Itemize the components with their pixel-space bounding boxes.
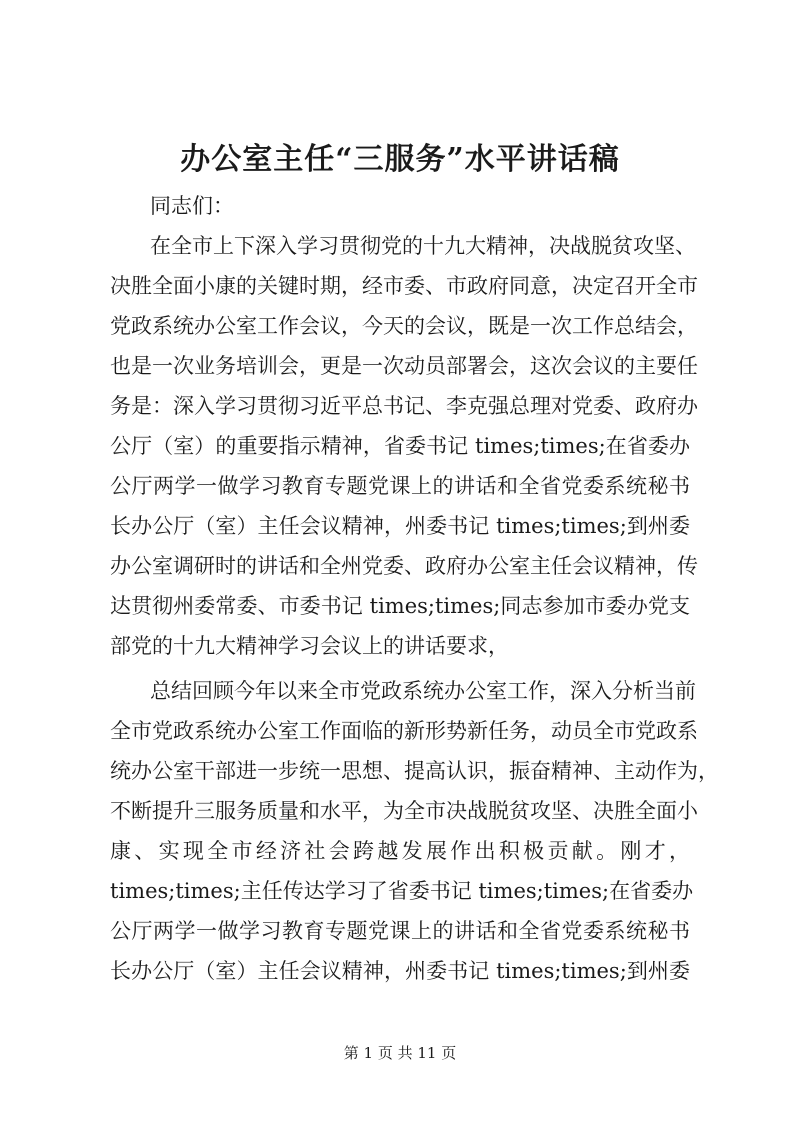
paragraph-1-line: 党政系统办公室工作会议，今天的会议，既是一次工作总结会， [110, 314, 698, 338]
paragraph-2-line: 公厅两学一做学习教育专题党课上的讲话和全省党委系统秘书 [110, 919, 690, 943]
paragraph-2-line: times;times;主任传达学习了省委书记 times;times;在省委办 [110, 879, 694, 903]
paragraph-1-line: 部党的十九大精神学习会议上的讲话要求， [110, 634, 509, 658]
document-title: 办公室主任“三服务”水平讲话稿 [180, 142, 620, 177]
paragraph-1-line: 长办公厅（室）主任会议精神，州委书记 times;times;到州委 [110, 514, 690, 538]
paragraph-2-line: 统办公室干部进一步统一思想、提高认识，振奋精神、主动作为， [110, 759, 719, 783]
paragraph-1-line: 公厅两学一做学习教育专题党课上的讲话和全省党委系统秘书 [110, 474, 690, 498]
page-number-footer: 第 1 页 共 11 页 [343, 1044, 457, 1062]
paragraph-1-line: 在全市上下深入学习贯彻党的十九大精神，决战脱贫攻坚、 [150, 234, 696, 258]
paragraph-1-line: 办公室调研时的讲话和全州党委、政府办公室主任会议精神，传 [110, 554, 698, 578]
paragraph-2-line: 总结回顾今年以来全市党政系统办公室工作，深入分析当前 [150, 679, 696, 703]
greeting: 同志们： [150, 194, 234, 218]
paragraph-1-line: 决胜全面小康的关键时期，经市委、市政府同意，决定召开全市 [110, 274, 698, 298]
paragraph-2-line: 不断提升三服务质量和水平，为全市决战脱贫攻坚、决胜全面小 [110, 799, 698, 823]
paragraph-2-line: 全市党政系统办公室工作面临的新形势新任务，动员全市党政系 [110, 719, 698, 743]
paragraph-2-line: 康、实现全市经济社会跨越发展作出积极贡献。刚才， [110, 839, 690, 863]
paragraph-1-line: 公厅（室）的重要指示精神，省委书记 times;times;在省委办 [110, 434, 690, 458]
paragraph-1-line: 务是：深入学习贯彻习近平总书记、李克强总理对党委、政府办 [110, 394, 698, 418]
paragraph-1-line: 达贯彻州委常委、市委书记 times;times;同志参加市委办党支 [110, 594, 690, 618]
paragraph-2-line: 长办公厅（室）主任会议精神，州委书记 times;times;到州委 [110, 959, 690, 983]
paragraph-1-line: 也是一次业务培训会，更是一次动员部署会，这次会议的主要任 [110, 354, 698, 378]
